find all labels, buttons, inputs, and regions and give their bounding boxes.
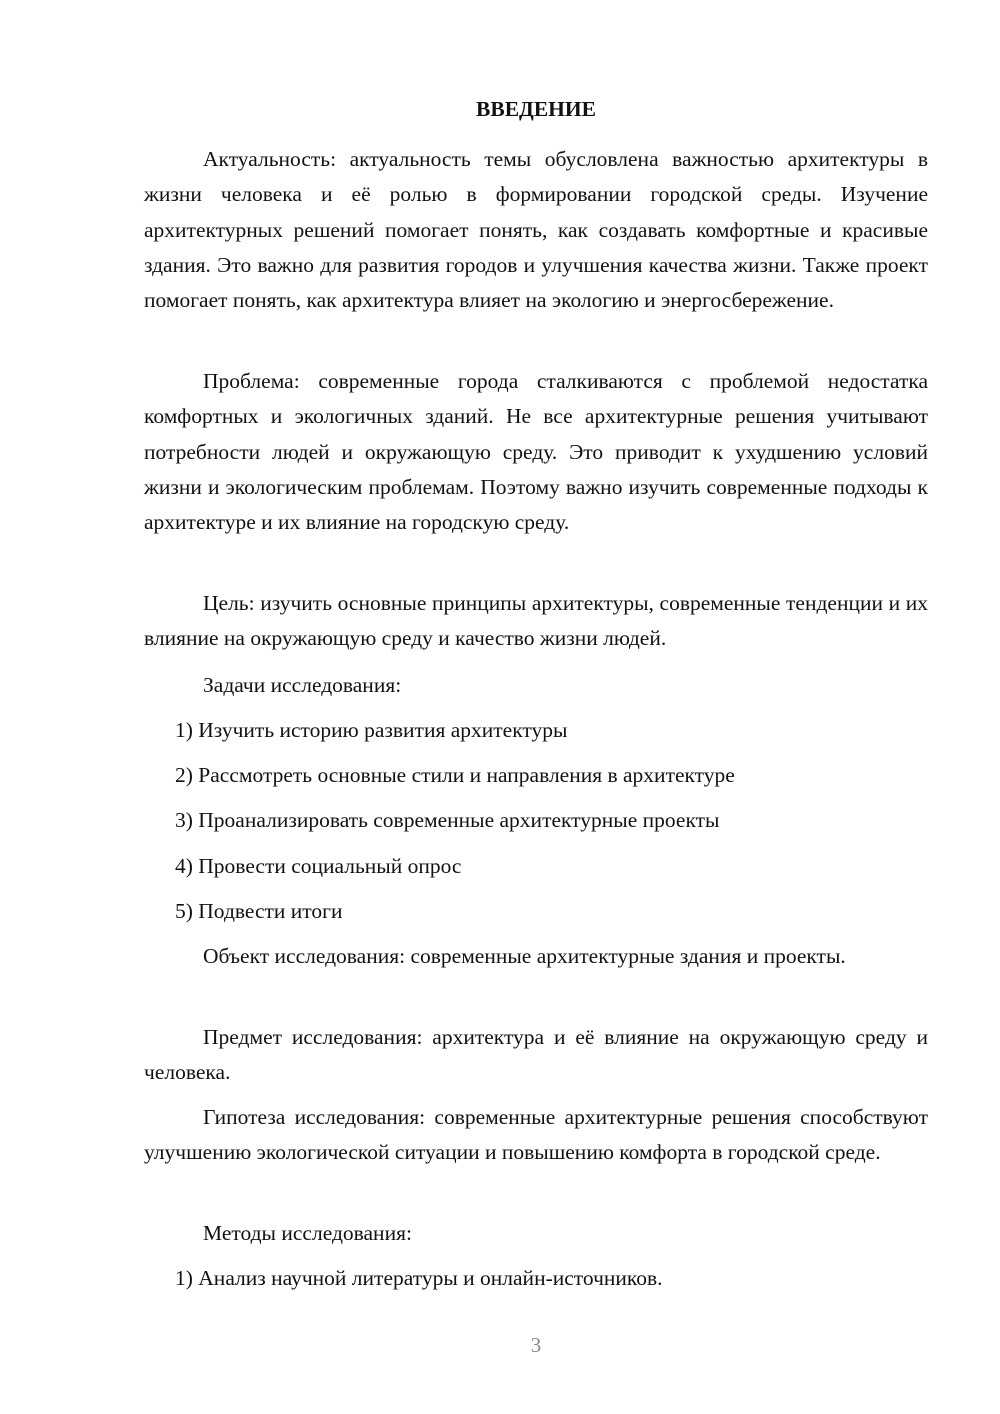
- problem-text: Проблема: современные города сталкиваются с проблемой недостатка комфортных и экологичных зданий. Не все архитектурные решения учитывают потребности людей и окружающую среду. Это приводит к ухудшению условий жизни и экологическим проблемам. Поэтому важно изучить современные подходы к архитектуре и их влияние на городскую среду.: [144, 369, 928, 535]
- section-title: ВВЕДЕНИЕ: [476, 97, 596, 121]
- page-number: 3: [530, 1333, 542, 1357]
- task-item: 2) Рассмотреть основные стили и направления в архитектуре: [175, 763, 735, 787]
- task-item: 1) Изучить историю развития архитектуры: [175, 718, 568, 742]
- goal-paragraph: [144, 586, 928, 657]
- relevance-text: Актуальность: актуальность темы обусловлена важностью архитектуры в жизни человека и её ролью в формировании городской среды. Изучение архитектурных решений помогает понять, как создавать комфортные и красивые здания. Это важно для развития городов и улучшения качества жизни. Также проект помогает понять, как архитектура влияет на экологию и энергосбережение.: [144, 147, 928, 313]
- object-paragraph: [144, 939, 928, 974]
- object-text: Объект исследования: современные архитектурные здания и проекты.: [203, 944, 846, 968]
- hypothesis-paragraph: [144, 1100, 928, 1171]
- hypothesis-text: Гипотеза исследования: современные архитектурные решения способствуют улучшению экологической ситуации и повышению комфорта в городской среде.: [144, 1105, 928, 1165]
- task-item: 4) Провести социальный опрос: [175, 854, 462, 878]
- task-item: 3) Проанализировать современные архитектурные проекты: [175, 808, 720, 832]
- goal-text: Цель: изучить основные принципы архитектуры, современные тенденции и их влияние на окружающую среду и качество жизни людей.: [144, 591, 928, 651]
- methods-heading-paragraph: [144, 1216, 928, 1251]
- tasks-heading-paragraph: [144, 668, 928, 703]
- subject-text: Предмет исследования: архитектура и её влияние на окружающую среду и человека.: [144, 1025, 928, 1085]
- task-item: 5) Подвести итоги: [175, 899, 343, 923]
- relevance-paragraph: [144, 142, 928, 318]
- method-item: 1) Анализ научной литературы и онлайн-источников.: [175, 1266, 663, 1290]
- subject-paragraph: [144, 1020, 928, 1091]
- problem-paragraph: [144, 364, 928, 540]
- methods-heading: Методы исследования:: [203, 1221, 412, 1245]
- tasks-heading: Задачи исследования:: [203, 673, 402, 697]
